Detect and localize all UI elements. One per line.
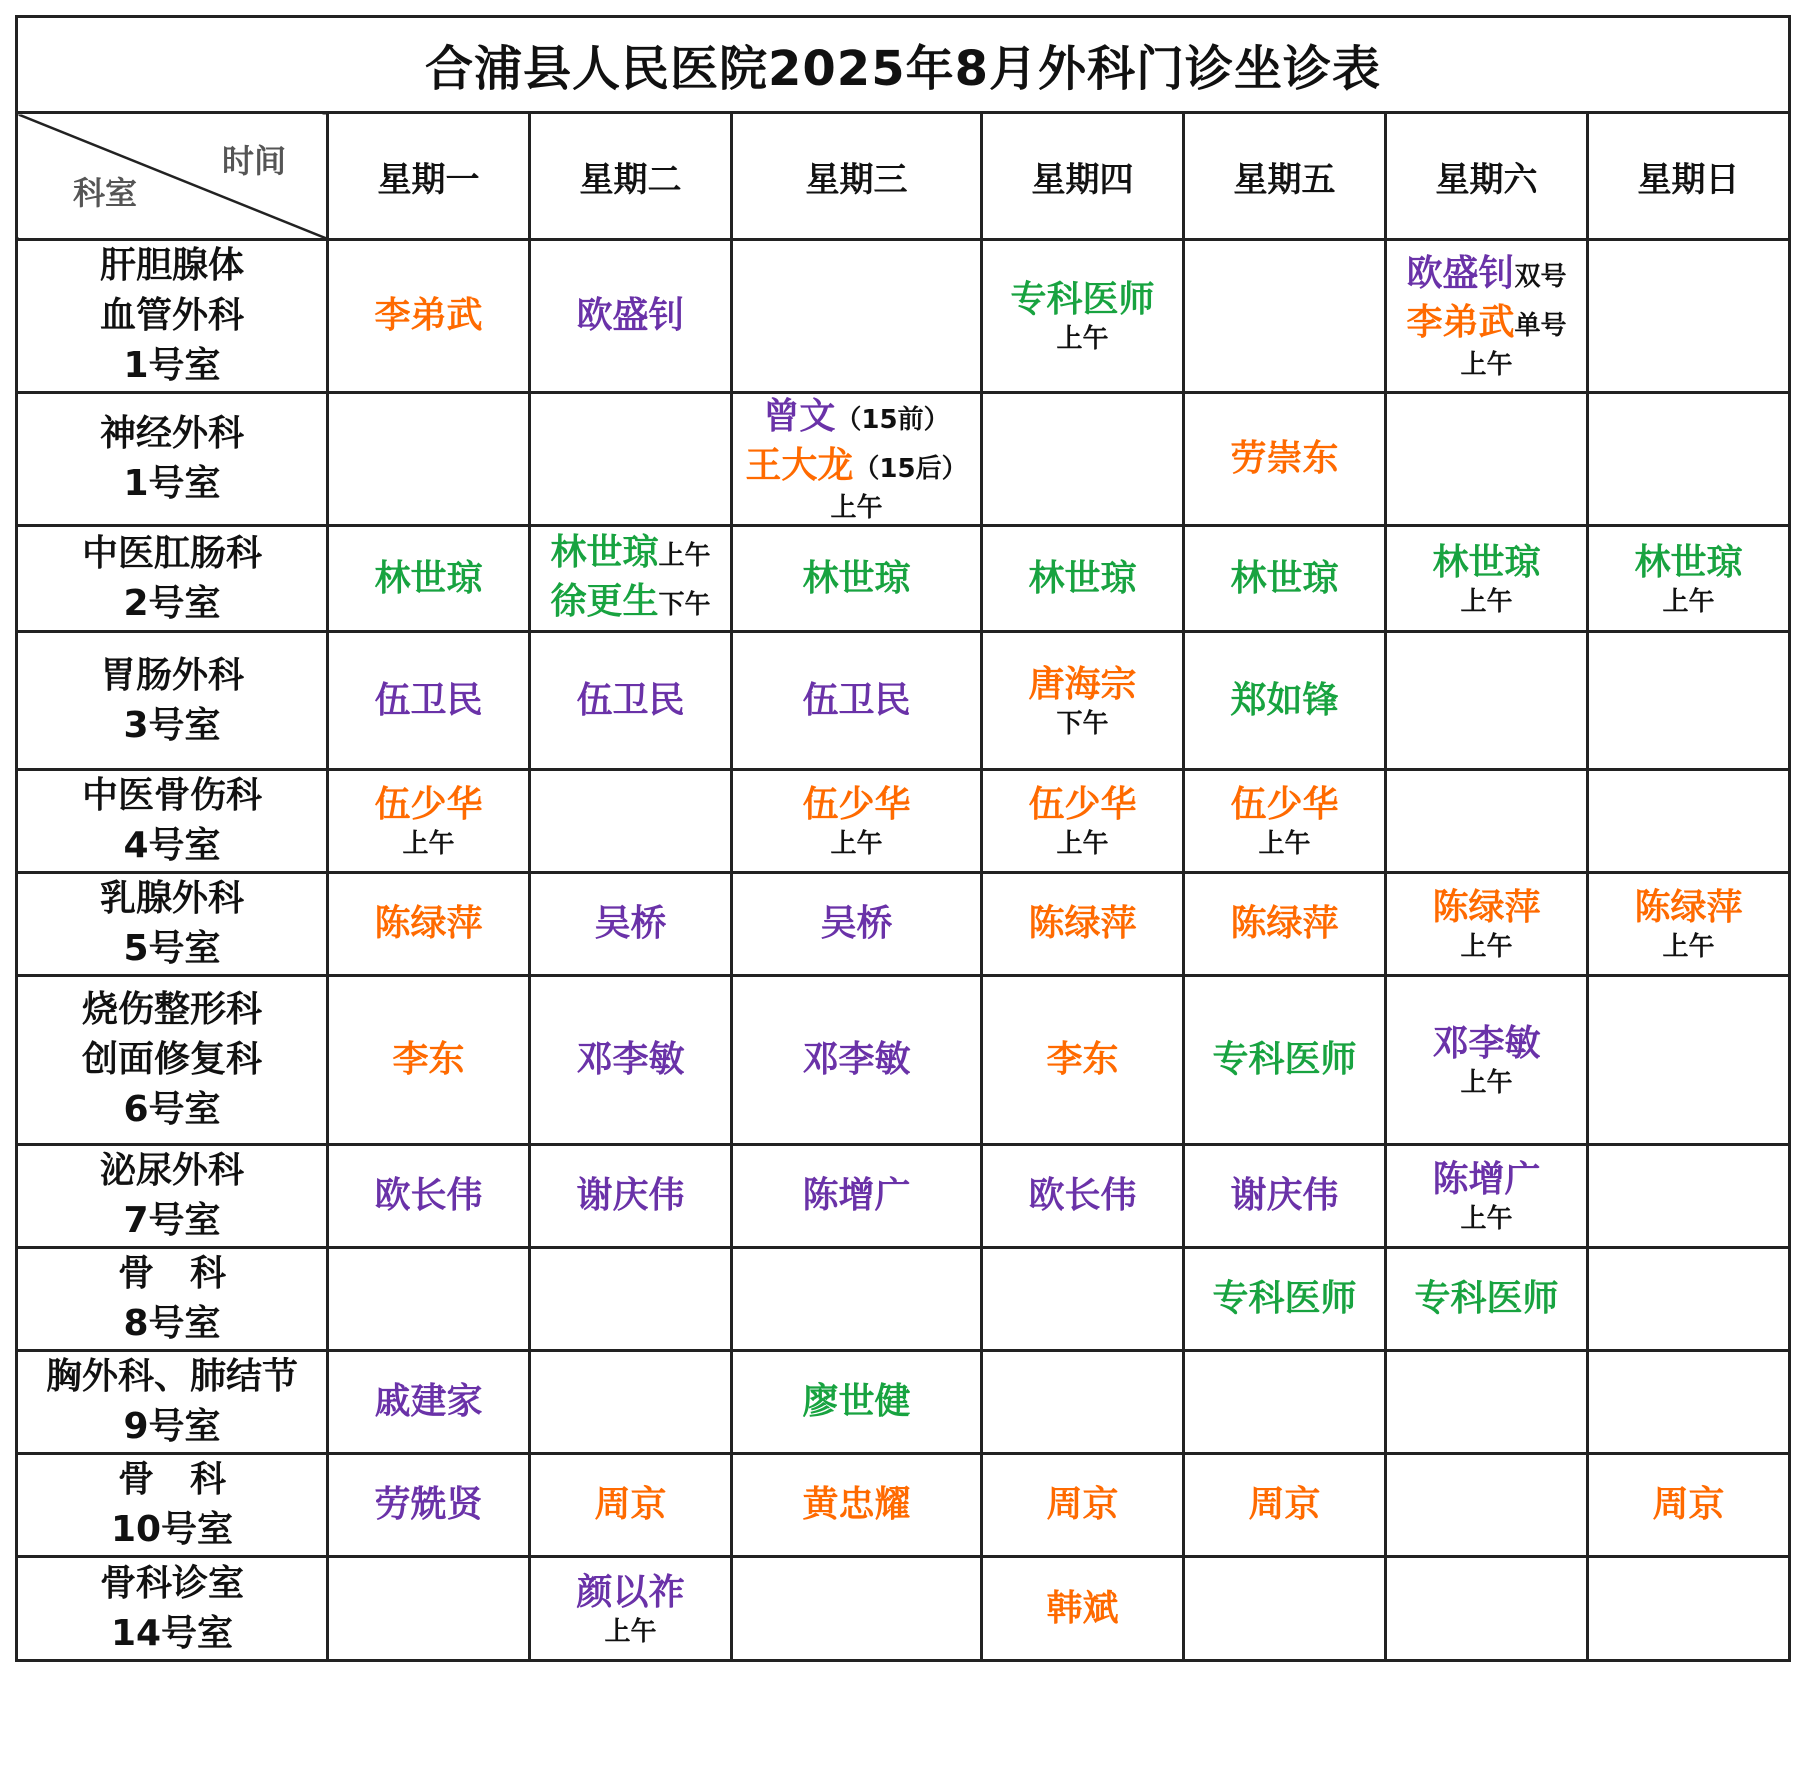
doctor-entry	[531, 579, 730, 628]
schedule-table	[15, 15, 1791, 1662]
department-label: 中医肛肠科	[81, 532, 262, 574]
doctor-name: 陈增广	[1432, 1159, 1541, 1200]
doctor-entry	[1387, 1021, 1586, 1067]
schedule-cell	[732, 1454, 982, 1557]
schedule-row	[17, 1351, 1790, 1454]
doctor-entry	[733, 901, 980, 947]
department-label: 乳腺外科	[99, 878, 244, 919]
shift-note: 上午	[1460, 1068, 1513, 1098]
department-label: 胸外科、肺结节	[45, 1356, 298, 1397]
doctor-name: 徐更生	[550, 580, 659, 622]
schedule-cell	[1184, 1557, 1386, 1661]
schedule-cell	[1588, 976, 1790, 1145]
doctor-name: 廖世健	[802, 1381, 911, 1422]
department-label: 胃肠外科	[99, 654, 244, 696]
shift-note: 上午	[1460, 1204, 1513, 1234]
corner-header	[17, 113, 328, 240]
schedule-cell	[982, 240, 1184, 393]
doctor-entry	[329, 1482, 528, 1528]
shift-note: 上午	[830, 829, 883, 859]
shift-note: 上午	[1056, 324, 1109, 354]
doctor-name: 吴桥	[594, 903, 667, 944]
department-cell	[17, 770, 328, 873]
doctor-name: 专科医师	[1212, 1039, 1357, 1080]
schedule-row	[17, 1145, 1790, 1248]
doctor-name: 伍少华	[802, 784, 911, 825]
schedule-cell	[1184, 770, 1386, 873]
doctor-name: 陈增广	[802, 1175, 911, 1216]
doctor-name: 伍卫民	[374, 679, 483, 721]
schedule-cell	[1184, 1248, 1386, 1351]
doctor-entry	[983, 782, 1182, 828]
doctor-entry	[1589, 885, 1788, 931]
doctor-entry	[329, 678, 528, 724]
doctor-entry	[531, 1570, 730, 1616]
page-title: 合浦县人民医院2025年8月外科门诊坐诊表	[17, 17, 1790, 113]
schedule-cell	[1588, 632, 1790, 770]
doctor-name: 陈绿萍	[1634, 887, 1743, 928]
department-cell	[17, 393, 328, 526]
shift-note: 下午	[1056, 708, 1109, 739]
department-label: 1号室	[123, 463, 221, 504]
schedule-cell	[1588, 1557, 1790, 1661]
doctor-name: 李东	[392, 1039, 465, 1080]
schedule-cell	[1588, 240, 1790, 393]
doctor-entry	[983, 277, 1182, 323]
doctor-name: 林世琼	[1230, 557, 1339, 599]
schedule-cell	[530, 1557, 732, 1661]
doctor-entry	[1387, 885, 1586, 931]
doctor-entry	[329, 1173, 528, 1219]
shift-suffix: 双号	[1514, 262, 1567, 292]
department-label: 4号室	[123, 825, 221, 866]
schedule-row	[17, 1248, 1790, 1351]
schedule-cell	[982, 393, 1184, 526]
doctor-name: 林世琼	[550, 531, 659, 573]
schedule-cell	[1184, 1454, 1386, 1557]
schedule-cell	[328, 873, 530, 976]
doctor-name: 劳兟贤	[374, 1484, 483, 1525]
schedule-cell	[328, 770, 530, 873]
shift-note: 上午	[1056, 829, 1109, 859]
department-cell	[17, 240, 328, 393]
doctor-name: 陈绿萍	[1230, 903, 1339, 944]
department-label: 血管外科	[99, 295, 244, 336]
shift-note: 上午	[604, 1616, 657, 1647]
shift-note: 上午	[1460, 586, 1513, 617]
doctor-name: 林世琼	[1432, 541, 1541, 583]
department-label: 神经外科	[99, 413, 244, 454]
schedule-cell	[982, 1248, 1184, 1351]
department-cell	[17, 526, 328, 632]
shift-note: 上午	[1662, 932, 1715, 962]
doctor-name: 伍少华	[374, 784, 483, 825]
department-label: 3号室	[123, 704, 221, 746]
doctor-entry	[1589, 540, 1788, 586]
doctor-name: 伍卫民	[576, 679, 685, 721]
doctor-name: 陈绿萍	[374, 903, 483, 944]
schedule-cell	[328, 240, 530, 393]
shift-suffix: 单号	[1514, 311, 1567, 341]
doctor-entry	[329, 901, 528, 947]
doctor-name: 陈绿萍	[1432, 887, 1541, 928]
schedule-cell	[530, 770, 732, 873]
schedule-cell	[530, 1351, 732, 1454]
day-header: 星期二	[530, 113, 732, 240]
doctor-entry	[983, 901, 1182, 947]
schedule-cell	[732, 632, 982, 770]
doctor-entry	[1387, 1157, 1586, 1203]
shift-suffix: （15后）	[853, 454, 968, 484]
doctor-name: 戚建家	[374, 1381, 483, 1422]
doctor-name: 周京	[1046, 1484, 1119, 1525]
schedule-cell	[1588, 770, 1790, 873]
doctor-entry	[983, 1586, 1182, 1632]
doctor-name: 王大龙	[745, 445, 854, 486]
schedule-cell	[1588, 1248, 1790, 1351]
shift-suffix: 下午	[658, 589, 711, 620]
schedule-cell	[982, 1145, 1184, 1248]
doctor-name: 李弟武	[1406, 302, 1515, 343]
doctor-entry	[329, 782, 528, 828]
schedule-cell	[982, 1351, 1184, 1454]
schedule-cell	[732, 1351, 982, 1454]
doctor-name: 吴桥	[820, 903, 893, 944]
doctor-name: 劳崇东	[1230, 438, 1339, 479]
department-label: 14号室	[110, 1612, 234, 1654]
department-label: 泌尿外科	[99, 1150, 244, 1191]
doctor-entry	[1185, 556, 1384, 602]
doctor-entry	[733, 782, 980, 828]
schedule-cell	[732, 976, 982, 1145]
schedule-cell	[328, 1248, 530, 1351]
doctor-name: 林世琼	[802, 557, 911, 599]
doctor-entry	[733, 678, 980, 724]
schedule-cell	[328, 393, 530, 526]
doctor-name: 专科医师	[1212, 1278, 1357, 1319]
shift-note: 上午	[830, 493, 883, 523]
shift-note: 上午	[1460, 932, 1513, 962]
schedule-cell	[1386, 1145, 1588, 1248]
schedule-cell	[732, 1557, 982, 1661]
department-label: 骨 科	[117, 1459, 226, 1500]
doctor-entry	[1185, 1276, 1384, 1322]
department-cell	[17, 1351, 328, 1454]
schedule-cell	[732, 393, 982, 526]
doctor-name: 谢庆伟	[1230, 1175, 1339, 1216]
doctor-entry	[733, 394, 980, 443]
doctor-name: 周京	[1248, 1484, 1321, 1525]
day-header: 星期三	[732, 113, 982, 240]
schedule-cell	[1184, 976, 1386, 1145]
corner-time-label: 时间	[221, 142, 286, 180]
department-label: 9号室	[123, 1406, 221, 1447]
doctor-name: 颜以祚	[576, 1571, 685, 1613]
day-header: 星期四	[982, 113, 1184, 240]
shift-note: 上午	[1258, 829, 1311, 859]
schedule-cell	[530, 1248, 732, 1351]
department-cell	[17, 1454, 328, 1557]
doctor-name: 曾文	[763, 396, 836, 437]
doctor-entry	[531, 1037, 730, 1083]
day-header: 星期一	[328, 113, 530, 240]
doctor-name: 周京	[594, 1484, 667, 1525]
schedule-cell	[530, 526, 732, 632]
department-cell	[17, 1145, 328, 1248]
shift-note: 上午	[402, 829, 455, 859]
schedule-cell	[1588, 393, 1790, 526]
doctor-name: 邓李敏	[802, 1039, 911, 1080]
schedule-cell	[1386, 240, 1588, 393]
schedule-cell	[530, 873, 732, 976]
schedule-cell	[530, 393, 732, 526]
day-header: 星期六	[1386, 113, 1588, 240]
department-cell	[17, 1248, 328, 1351]
schedule-cell	[328, 1557, 530, 1661]
doctor-entry	[983, 1173, 1182, 1219]
doctor-entry	[983, 1482, 1182, 1528]
doctor-entry	[1185, 678, 1384, 724]
doctor-entry	[329, 293, 528, 339]
doctor-name: 李东	[1046, 1039, 1119, 1080]
schedule-cell	[328, 1145, 530, 1248]
day-header: 星期日	[1588, 113, 1790, 240]
doctor-name: 谢庆伟	[576, 1175, 685, 1216]
department-label: 6号室	[123, 1089, 221, 1130]
doctor-entry	[1387, 300, 1586, 349]
doctor-entry	[733, 1482, 980, 1528]
doctor-entry	[733, 556, 980, 602]
doctor-entry	[1589, 1482, 1788, 1528]
doctor-entry	[531, 530, 730, 579]
schedule-cell	[1588, 1351, 1790, 1454]
schedule-row	[17, 1557, 1790, 1661]
schedule-cell	[328, 976, 530, 1145]
department-label: 10号室	[110, 1509, 234, 1550]
doctor-name: 林世琼	[1028, 557, 1137, 599]
shift-suffix: （15前）	[835, 405, 950, 435]
department-label: 1号室	[123, 345, 221, 386]
doctor-entry	[1387, 1276, 1586, 1322]
schedule-cell	[1184, 632, 1386, 770]
doctor-entry	[1185, 436, 1384, 482]
doctor-name: 欧盛钊	[1406, 253, 1515, 294]
department-label: 创面修复科	[81, 1039, 262, 1080]
schedule-cell	[530, 240, 732, 393]
corner-dept-label: 科室	[73, 174, 138, 212]
schedule-cell	[1184, 526, 1386, 632]
doctor-entry	[1185, 1173, 1384, 1219]
doctor-name: 郑如锋	[1230, 679, 1339, 721]
doctor-name: 邓李敏	[576, 1039, 685, 1080]
doctor-entry	[1185, 1037, 1384, 1083]
doctor-entry	[531, 293, 730, 339]
doctor-entry	[733, 1173, 980, 1219]
doctor-name: 专科医师	[1414, 1278, 1559, 1319]
department-label: 8号室	[123, 1303, 221, 1344]
schedule-cell	[982, 1454, 1184, 1557]
department-label: 骨 科	[117, 1253, 226, 1294]
schedule-cell	[1386, 976, 1588, 1145]
schedule-cell	[530, 976, 732, 1145]
doctor-entry	[1185, 901, 1384, 947]
schedule-cell	[982, 770, 1184, 873]
shift-note: 上午	[1460, 350, 1513, 380]
schedule-cell	[530, 632, 732, 770]
doctor-entry	[733, 1037, 980, 1083]
doctor-name: 伍卫民	[802, 679, 911, 721]
doctor-entry	[531, 1482, 730, 1528]
schedule-cell	[732, 526, 982, 632]
doctor-entry	[983, 1037, 1182, 1083]
department-cell	[17, 1557, 328, 1661]
schedule-cell	[1386, 1351, 1588, 1454]
doctor-name: 黄忠耀	[802, 1484, 911, 1525]
doctor-name: 伍少华	[1028, 784, 1137, 825]
schedule-cell	[328, 632, 530, 770]
doctor-name: 欧长伟	[374, 1175, 483, 1216]
doctor-name: 欧长伟	[1028, 1175, 1137, 1216]
schedule-cell	[1386, 1454, 1588, 1557]
department-cell	[17, 976, 328, 1145]
doctor-entry	[1387, 540, 1586, 586]
doctor-entry	[329, 1037, 528, 1083]
department-cell	[17, 632, 328, 770]
schedule-cell	[1184, 240, 1386, 393]
schedule-cell	[732, 770, 982, 873]
doctor-entry	[983, 556, 1182, 602]
schedule-cell	[530, 1145, 732, 1248]
schedule-row	[17, 873, 1790, 976]
schedule-cell	[1588, 526, 1790, 632]
schedule-cell	[328, 1351, 530, 1454]
schedule-cell	[1184, 1145, 1386, 1248]
schedule-row	[17, 770, 1790, 873]
doctor-name: 周京	[1652, 1484, 1725, 1525]
doctor-name: 陈绿萍	[1028, 903, 1137, 944]
schedule-cell	[328, 526, 530, 632]
schedule-row	[17, 976, 1790, 1145]
schedule-cell	[1588, 1145, 1790, 1248]
department-label: 骨科诊室	[99, 1562, 244, 1604]
shift-note: 上午	[1662, 586, 1715, 617]
schedule-cell	[1588, 1454, 1790, 1557]
department-label: 中医骨伤科	[81, 775, 262, 816]
doctor-entry	[329, 556, 528, 602]
schedule-cell	[732, 873, 982, 976]
doctor-entry	[531, 901, 730, 947]
schedule-cell	[530, 1454, 732, 1557]
doctor-name: 专科医师	[1010, 279, 1155, 320]
doctor-entry	[531, 678, 730, 724]
department-label: 7号室	[123, 1200, 221, 1241]
doctor-name: 伍少华	[1230, 784, 1339, 825]
doctor-entry	[1185, 1482, 1384, 1528]
schedule-row	[17, 632, 1790, 770]
schedule-cell	[982, 1557, 1184, 1661]
doctor-name: 李弟武	[374, 295, 483, 336]
doctor-name: 欧盛钊	[576, 295, 685, 336]
doctor-entry	[733, 1379, 980, 1425]
department-label: 5号室	[123, 928, 221, 969]
schedule-cell	[1184, 393, 1386, 526]
department-cell	[17, 873, 328, 976]
schedule-cell	[982, 632, 1184, 770]
schedule-cell	[1386, 526, 1588, 632]
schedule-cell	[1386, 1557, 1588, 1661]
schedule-row	[17, 240, 1790, 393]
schedule-row	[17, 393, 1790, 526]
department-label: 2号室	[123, 582, 221, 624]
schedule-cell	[982, 526, 1184, 632]
schedule-cell	[328, 1454, 530, 1557]
schedule-cell	[982, 873, 1184, 976]
doctor-name: 林世琼	[1634, 541, 1743, 583]
doctor-entry	[983, 662, 1182, 708]
doctor-name: 林世琼	[374, 557, 483, 599]
schedule-cell	[1184, 1351, 1386, 1454]
schedule-cell	[732, 1248, 982, 1351]
schedule-cell	[1588, 873, 1790, 976]
doctor-entry	[1387, 251, 1586, 300]
doctor-entry	[531, 1173, 730, 1219]
day-header: 星期五	[1184, 113, 1386, 240]
doctor-entry	[733, 443, 980, 492]
schedule-row	[17, 526, 1790, 632]
department-label: 肝胆腺体	[99, 245, 244, 286]
schedule-cell	[732, 1145, 982, 1248]
schedule-cell	[1386, 393, 1588, 526]
schedule-row	[17, 1454, 1790, 1557]
doctor-name: 韩斌	[1046, 1587, 1119, 1629]
doctor-name: 唐海宗	[1028, 663, 1137, 705]
shift-suffix: 上午	[658, 540, 711, 571]
doctor-entry	[1185, 782, 1384, 828]
doctor-entry	[329, 1379, 528, 1425]
schedule-cell	[1386, 873, 1588, 976]
department-label: 烧伤整形科	[81, 989, 262, 1030]
schedule-cell	[1184, 873, 1386, 976]
schedule-cell	[1386, 632, 1588, 770]
schedule-cell	[732, 240, 982, 393]
schedule-cell	[1386, 1248, 1588, 1351]
doctor-name: 邓李敏	[1432, 1023, 1541, 1064]
schedule-cell	[1386, 770, 1588, 873]
schedule-cell	[982, 976, 1184, 1145]
